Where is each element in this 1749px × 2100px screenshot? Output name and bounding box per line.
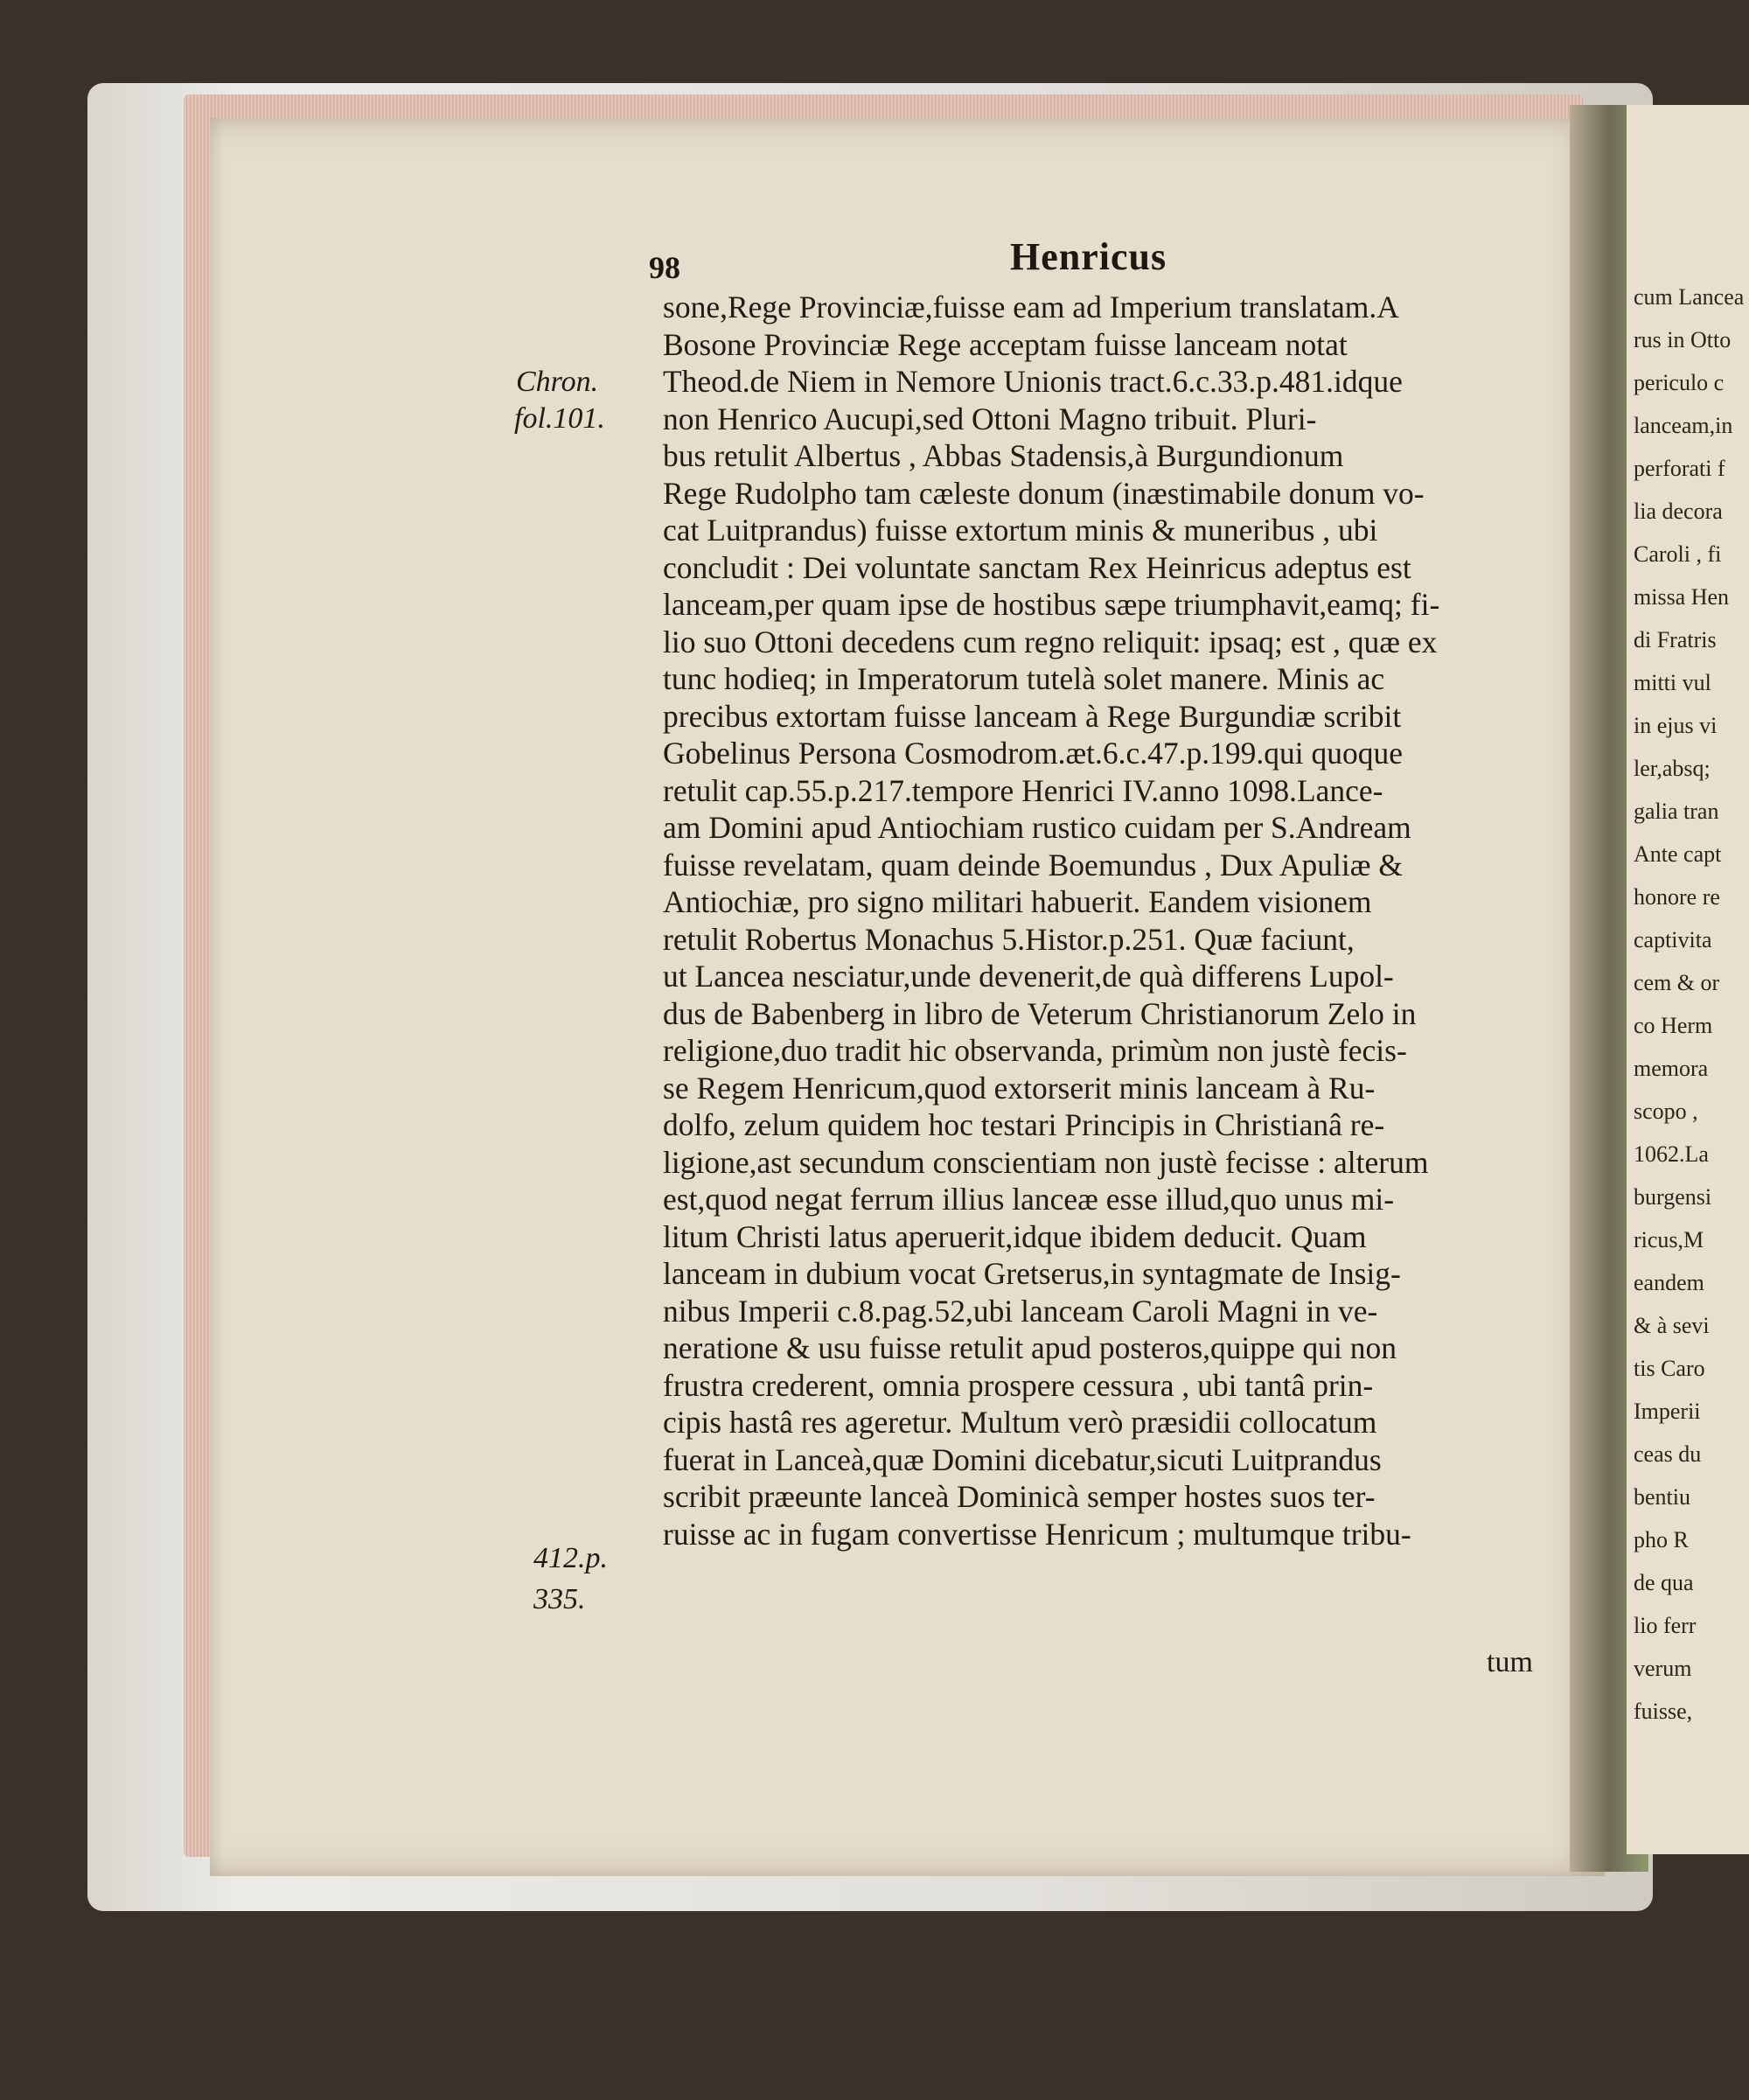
right-page-fragment: ceas du (1634, 1441, 1702, 1467)
right-page-fragment: & à sevi (1634, 1313, 1710, 1338)
body-text (663, 289, 1537, 1552)
text-line: lanceam in dubium vocat Gretserus,in syntagmate de Insig- (663, 1256, 1401, 1291)
right-page-fragment: pho R (1634, 1527, 1689, 1552)
text-line: neratione & usu fuisse retulit apud posteros,quippe qui non (663, 1330, 1397, 1365)
text-line: ruisse ac in fugam convertisse Henricum ; multumque tribu- (663, 1516, 1411, 1552)
margin-note-335 (533, 1583, 586, 1616)
right-page-fragment: honore re (1634, 884, 1720, 910)
right-page-fragment: Caroli , fi (1634, 541, 1722, 567)
right-page-fragment: 1062.La (1634, 1141, 1709, 1167)
right-page-fragment: bentiu (1634, 1484, 1690, 1510)
right-page-fragment: captivita (1634, 927, 1712, 952)
text-line: nibus Imperii c.8.pag.52,ubi lanceam Caroli Magni in ve- (663, 1293, 1378, 1329)
right-page (1627, 105, 1749, 1854)
margin-note-line: 412.p. (533, 1542, 608, 1574)
text-line: se Regem Henricum,quod extorserit minis lanceam à Ru- (663, 1070, 1376, 1106)
text-line: Theod.de Niem in Nemore Unionis tract.6.c.33.p.481.idque (663, 364, 1403, 399)
margin-note-chron-fol (514, 402, 605, 436)
right-page-fragment: lio ferr (1634, 1613, 1697, 1638)
right-page-fragment: Imperii (1634, 1399, 1701, 1424)
text-line: sone,Rege Provinciæ,fuisse eam ad Imperium translatam.A (663, 290, 1399, 324)
text-line: retulit Robertus Monachus 5.Histor.p.251. Quæ faciunt, (663, 921, 1355, 957)
right-page-fragment: eandem (1634, 1270, 1704, 1295)
page-number: 98 (649, 250, 680, 285)
right-page-fragment: burgensi (1634, 1184, 1712, 1210)
text-line: cat Luitprandus) fuisse extortum minis & muneribus , ubi (663, 513, 1378, 548)
text-line: non Henrico Aucupi,sed Ottoni Magno tribuit. Pluri- (663, 401, 1317, 436)
right-page-fragment: memora (1634, 1056, 1709, 1081)
text-line: frustra crederent, omnia prospere cessura , ubi tantâ prin- (663, 1367, 1374, 1403)
running-title: Henricus (1010, 235, 1167, 278)
right-page-fragment: lanceam,in (1634, 413, 1733, 438)
right-page-fragment: missa Hen (1634, 584, 1730, 610)
right-page-fragment: tis Caro (1634, 1356, 1705, 1381)
text-line: est,quod negat ferrum illius lanceæ esse illud,quo unus mi- (663, 1182, 1395, 1217)
catchword: tum (1487, 1646, 1533, 1678)
right-page-fragment: ricus,M (1634, 1227, 1704, 1252)
right-page-fragment: cum Lancea (1634, 284, 1745, 310)
text-line: fuerat in Lanceà,quæ Domini dicebatur,sicuti Luitprandus (663, 1441, 1382, 1477)
text-line: Antiochiæ, pro signo militari habuerit. Eandem visionem (663, 884, 1372, 919)
text-line: tunc hodieq; in Imperatorum tutelà solet manere. Minis ac (663, 661, 1385, 696)
margin-note-line: fol.101. (514, 402, 605, 435)
text-line: fuisse revelatam, quam deinde Boemundus , Dux Apuliæ & (663, 847, 1403, 883)
right-page-fragment: galia tran (1634, 799, 1719, 824)
text-line: lanceam,per quam ipse de hostibus sæpe triumphavit,eamq; fi- (663, 587, 1440, 622)
text-line: ut Lancea nesciatur,unde devenerit,de quà differens Lupol- (663, 959, 1394, 994)
text-line: litum Christi latus aperuerit,idque ibidem deducit. Quam (663, 1218, 1367, 1254)
text-line: Gobelinus Persona Cosmodrom.æt.6.c.47.p.199.qui quoque (663, 736, 1404, 771)
text-line: lio suo Ottoni decedens cum regno reliquit: ipsaq; est , quæ ex (663, 624, 1438, 659)
text-line: precibus extortam fuisse lanceam à Rege Burgundiæ scribit (663, 698, 1402, 734)
right-page-fragment: scopo , (1634, 1099, 1698, 1124)
right-page-fragment: fuisse, (1634, 1699, 1693, 1724)
text-line: retulit cap.55.p.217.tempore Henrici IV.anno 1098.Lance- (663, 772, 1383, 808)
text-line: ligione,ast secundum conscientiam non justè fecisse : alterum (663, 1144, 1429, 1180)
text-line: Bosone Provinciæ Rege acceptam fuisse lanceam notat (663, 326, 1348, 362)
margin-note-line: 335. (533, 1583, 586, 1615)
text-line: Rege Rudolpho tam cæleste donum (inæstimabile donum vo- (663, 475, 1425, 511)
text-line: dus de Babenberg in libro de Veterum Christianorum Zelo in (663, 995, 1417, 1031)
right-page-fragment: de qua (1634, 1570, 1694, 1595)
right-page-fragment: ler,absq; (1634, 756, 1711, 781)
right-page-fragment: in ejus vi (1634, 713, 1718, 738)
text-line: scribit præeunte lanceà Dominicà semper hostes suos ter- (663, 1479, 1376, 1514)
text-line: dolfo, zelum quidem hoc testari Principis in Christianâ re- (663, 1107, 1385, 1142)
right-page-fragment: rus in Otto (1634, 327, 1732, 352)
right-page-fragment: mitti vul (1634, 670, 1711, 695)
margin-note-chron (516, 366, 598, 399)
text-line: religione,duo tradit hic observanda, primùm non justè fecis- (663, 1033, 1407, 1068)
margin-note-line: Chron. (516, 366, 599, 398)
right-page-fragment: perforati f (1634, 456, 1725, 481)
right-page-fragment: co Herm (1634, 1013, 1713, 1038)
margin-note-412 (533, 1542, 608, 1575)
text-line: bus retulit Albertus , Abbas Stadensis,à Burgundionum (663, 438, 1344, 473)
text-line: am Domini apud Antiochiam rustico cuidam per S.Andream (663, 810, 1411, 845)
right-page-fragment: di Fratris (1634, 627, 1717, 652)
right-page-fragment: periculo c (1634, 370, 1725, 395)
right-page-fragment: cem & or (1634, 970, 1720, 995)
right-page-fragment: verum (1634, 1656, 1692, 1681)
right-page-fragment: lia decora (1634, 499, 1723, 524)
right-page-fragment: Ante capt (1634, 841, 1722, 867)
text-line: cipis hastâ res ageretur. Multum verò præsidii collocatum (663, 1405, 1377, 1440)
text-line: concludit : Dei voluntate sanctam Rex Heinricus adeptus est (663, 549, 1411, 585)
